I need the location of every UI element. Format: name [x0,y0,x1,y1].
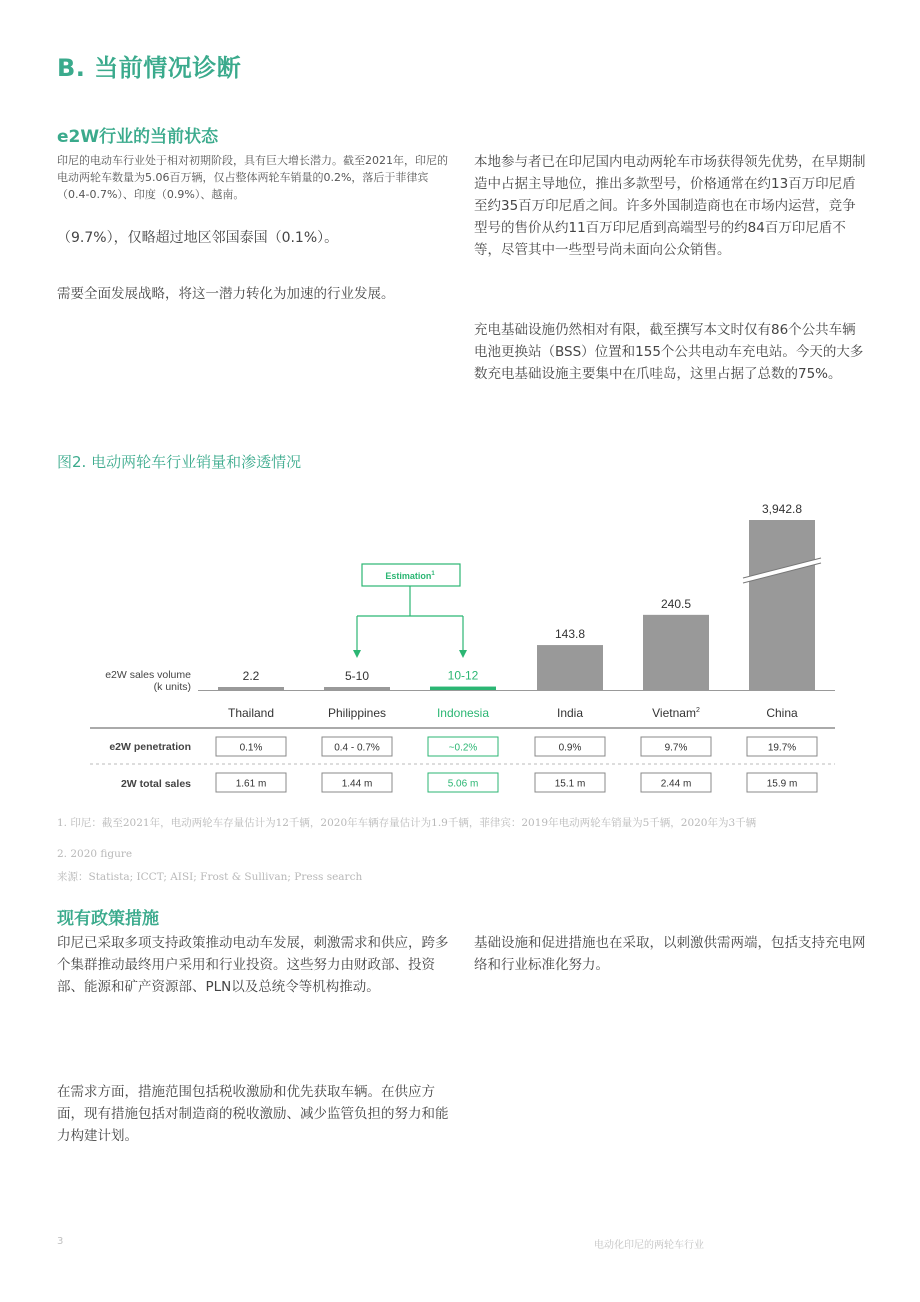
category-label-india: India [556,706,584,720]
category-label-vietnam: Vietnam$^2$ [652,706,700,720]
figure-footnote-2: 2. 2020 figure [57,848,133,860]
penetration-value: 0.4 - 0.7% [334,742,380,754]
estimation-arrowhead [353,650,361,658]
category-label-thailand: Thailand [227,706,275,720]
policy-left-paragraph-1: 印尼已采取多项支持政策推动电动车发展，刺激需求和供应，跨多个集群推动最终用户采用和行业投资。这些努力由财政部、投资部、能源和矿产资源部、PLN以及总统令等机构推动。 [57,935,449,995]
e2w-left-continuation: （9.7%），仅略超过地区邻国泰国（0.1%）。 [57,230,339,246]
penetration-value: 19.7% [767,742,797,754]
penetration-value: ~0.2% [448,742,478,754]
penetration-row-label: e2W penetration [109,741,191,753]
total-sales-value: 2.44 m [660,778,692,790]
bar-value-label: 143.8 [554,627,586,642]
sales-penetration-chart [0,490,920,810]
total-sales-value: 15.1 m [554,778,586,790]
policy-left-paragraph-2: 在需求方面，措施范围包括税收激励和优先获取车辆。在供应方面，现有措施包括对制造商的税收激励、减少监管负担的努力和能力构建计划。 [57,1084,449,1144]
bar-china [749,520,815,690]
e2w-left-small-paragraph: 印尼的电动车行业处于相对初期阶段，具有巨大增长潜力。截至2021年，印尼的电动两轮车数量为5.06百万辆，仅占整体两轮车销量的0.2%，落后于菲律宾（0.4-0.7%）、印度（0.9%）、越南。 [57,154,448,201]
bar-value-label: 3,942.8 [761,502,803,516]
figure-footnote-1: 1. 印尼：截至2021年，电动两轮车存量估计为12千辆，2020年车辆存量估计为1.9千辆，菲律宾：2019年电动两轮车销量为5千辆，2020年为3千辆 [57,817,757,829]
total-sales-value: 1.44 m [341,778,373,790]
category-label-china: China [766,706,798,720]
figure-source: 来源：Statista; ICCT; AISI; Frost & Sullivan; Press search [57,871,363,883]
footer-title: 电动化印尼的两轮车行业 [594,1240,704,1251]
total-sales-row-label: 2W total sales [120,778,191,790]
section-title: B. 当前情况诊断 [57,54,242,82]
bar-value-label: 2.2 [242,669,260,683]
e2w-heading: e2W行业的当前状态 [57,127,219,147]
table-rows-group [90,728,835,792]
e2w-right-paragraph-1: 本地参与者已在印尼国内电动两轮车市场获得领先优势，在早期制造中占据主导地位，推出多款型号，价格通常在约13百万印尼盾至约35百万印尼盾之间。许多外国制造商也在市场内运营，竞争型号的售价从约11百万印尼盾到高端型号的约84百万印尼盾不等，尽管其中一些型号尚未面向公众销售。 [474,154,866,258]
penetration-value: 0.9% [558,742,582,754]
penetration-value: 9.7% [664,742,688,754]
penetration-value: 0.1% [239,742,263,754]
bar-value-label: 5-10 [344,669,370,683]
bar-philippines [324,687,390,690]
total-sales-value: 1.61 m [235,778,267,790]
bar-thailand [218,687,284,690]
estimation-arrowhead [459,650,467,658]
bar-indonesia [430,687,496,690]
estimation-callout [353,564,467,658]
bar-vietnam [643,615,709,690]
e2w-left-paragraph-2: 需要全面发展战略，将这一潜力转化为加速的行业发展。 [57,286,395,302]
policy-heading: 现有政策措施 [57,909,159,929]
figure-title: 图2. 电动两轮车行业销量和渗透情况 [57,453,302,471]
bar-value-label: 240.5 [660,596,692,611]
category-label-philippines: Philippines [327,706,387,720]
category-label-indonesia: Indonesia [436,706,490,720]
e2w-right-paragraph-2: 充电基础设施仍然相对有限，截至撰写本文时仅有86个公共车辆电池更换站（BSS）位置和155个公共电动车充电站。今天的大多数充电基础设施主要集中在爪哇岛，这里占据了总数的75%。 [474,322,864,382]
policy-right-paragraph-1: 基础设施和促进措施也在采取，以刺激供需两端，包括支持充电网络和行业标准化努力。 [474,935,866,973]
bars-group [198,502,835,720]
y-label-line-2: (k units) [153,681,191,693]
total-sales-value: 5.06 m [447,778,479,790]
y-label-line-1: e2W sales volume [105,669,191,681]
estimation-label: Estimation$^1$ [385,571,435,581]
page-number: 3 [57,1236,64,1247]
y-axis-label [105,669,191,693]
bar-value-label: 10-12 [447,668,479,683]
total-sales-value: 15.9 m [766,778,798,790]
bar-india [537,645,603,690]
